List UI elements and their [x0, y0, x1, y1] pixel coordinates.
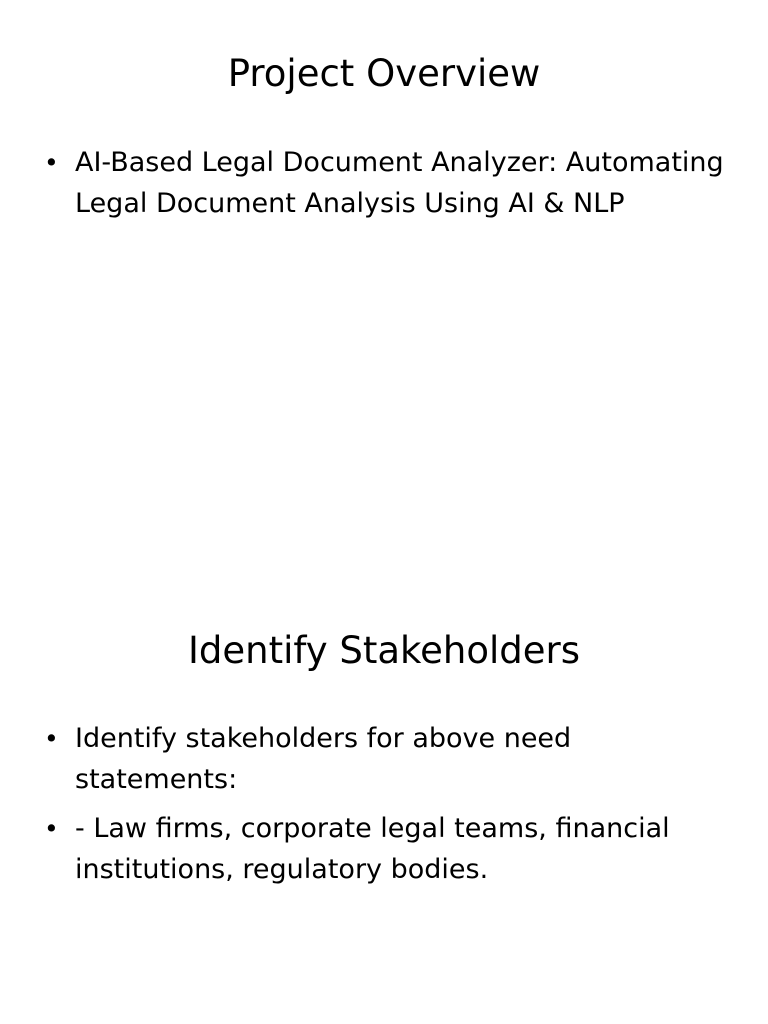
bullet-item	[44, 142, 724, 224]
bullet-icon: •	[44, 814, 59, 843]
slide-title: Project Overview	[227, 52, 541, 95]
bullet-text: AI-Based Legal Document Analyzer: Automating Legal Document Analysis Using AI & NLP	[75, 147, 724, 219]
slide-title: Identify Stakeholders	[187, 629, 581, 672]
bullet-icon: •	[44, 148, 59, 177]
bullet-text: Identify stakeholders for above need statements:	[75, 723, 572, 795]
bullet-icon: •	[44, 724, 59, 753]
slide-identify-stakeholders	[0, 576, 768, 1024]
bullet-list	[44, 142, 724, 232]
bullet-item	[44, 808, 724, 890]
bullet-list	[44, 718, 724, 898]
bullet-text: - Law firms, corporate legal teams, financial institutions, regulatory bodies.	[75, 813, 670, 885]
bullet-item	[44, 718, 724, 800]
